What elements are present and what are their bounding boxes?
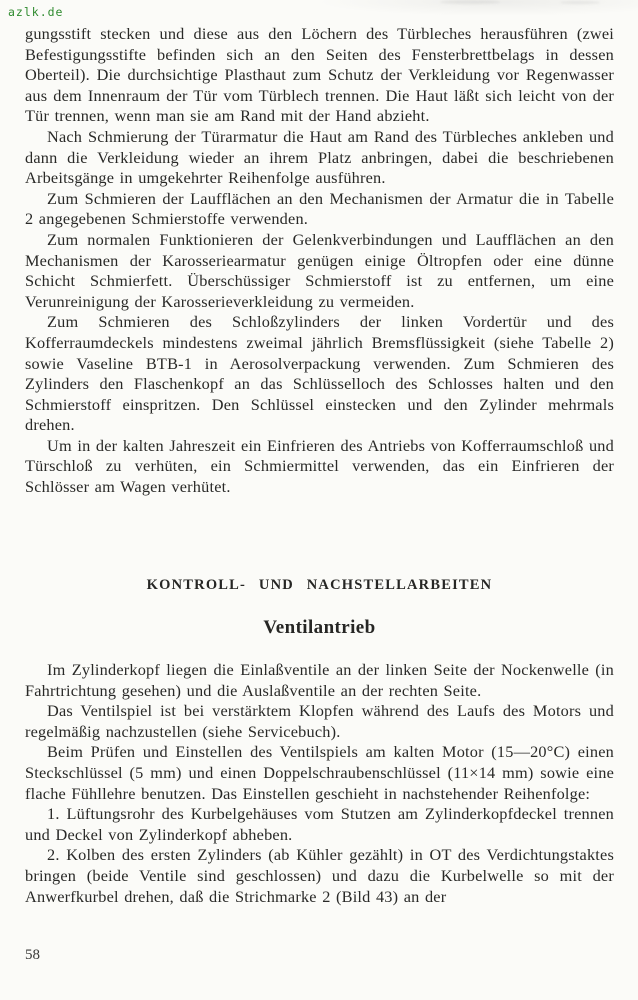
paragraph: Um in der kalten Jahreszeit ein Einfrieren des Antriebs von Kofferraumschloß und Türschloß zu verhüten, ein Schmiermittel verwenden, das ein Einfrieren der Schlösser am Wagen verhütet. — [25, 435, 614, 497]
scan-artifact — [560, 1, 600, 4]
body-text-lower — [25, 660, 614, 907]
body-text-upper — [25, 24, 614, 498]
scan-artifact — [440, 0, 500, 4]
paragraph: Zum Schmieren der Laufflächen an den Mechanismen der Armatur die in Tabelle 2 angegebenen Schmierstoffe verwenden. — [25, 188, 614, 229]
section-heading: KONTROLL- UND NACHSTELLARBEITEN — [146, 577, 493, 593]
page-number: 58 — [25, 947, 40, 963]
paragraph: Zum Schmieren des Schloßzylinders der linken Vordertür und des Kofferraumdeckels mindestens zweimal jährlich Bremsflüssigkeit (siehe Tabelle 2) sowie Vaseline BTB-1 in Aerosolverpackung verwenden. Zum Schmieren des Zylinders den Flaschenkopf an das Schlüsselloch des Schlosses halten und den Schmierstoff einspritzen. Den Schlüssel einstecken und den Zylinder mehrmals drehen. — [25, 312, 614, 435]
paragraph: Nach Schmierung der Türarmatur die Haut am Rand des Türbleches ankleben und dann die Verkleidung wieder an ihrem Platz anbringen, dabei die beschriebenen Arbeitsgänge in umgekehrter Reihenfolge ausführen. — [25, 126, 614, 188]
paragraph: gungsstift stecken und diese aus den Löchern des Türbleches herausführen (zwei Befestigungsstifte befinden sich an den Seiten des Fensterbrettbelags in dessen Oberteil). Die durchsichtige Plasthaut zum Schutz der Verkleidung vor Regenwasser aus dem Innenraum der Tür vom Türblech trennen. Die Haut läßt sich leicht von der Tür trennen, wenn man sie am Rand mit der Hand abzieht. — [25, 24, 614, 126]
watermark-url: azlk.de — [8, 5, 64, 19]
paragraph: 2. Kolben des ersten Zylinders (ab Kühler gezählt) in OT des Verdichtungstaktes bringen (beide Ventile sind geschlossen) und dazu die Kurbelwelle so mit der Anwerfkurbel drehen, daß die Strichmarke 2 (Bild 43) an der — [25, 845, 614, 906]
paragraph: Im Zylinderkopf liegen die Einlaßventile an der linken Seite der Nockenwelle (in Fahrtrichtung gesehen) und die Auslaßventile an der rechten Seite. — [25, 660, 614, 700]
paragraph: Das Ventilspiel ist bei verstärktem Klopfen während des Laufs des Motors und regelmäßig nachzustellen (siehe Servicebuch). — [25, 701, 614, 741]
subsection-heading: Ventilantrieb — [263, 617, 376, 638]
paragraph: 1. Lüftungsrohr des Kurbelgehäuses vom Stutzen am Zylinderkopfdeckel trennen und Deckel von Zylinderkopf abheben. — [25, 804, 614, 844]
paragraph: Zum normalen Funktionieren der Gelenkverbindungen und Laufflächen an den Mechanismen der Karosseriearmatur genügen einige Öltropfen oder eine dünne Schicht Schmierfett. Überschüssiger Schmierstoff ist zu entfernen, um eine Verunreinigung der Karosserieverkleidung zu vermeiden. — [25, 229, 614, 311]
paragraph: Beim Prüfen und Einstellen des Ventilspiels am kalten Motor (15—20°C) einen Steckschlüssel (5 mm) und einen Doppelschraubenschlüssel (11×14 mm) sowie eine flache Fühllehre benutzen. Das Einstellen geschieht in nachstehender Reihenfolge: — [25, 742, 614, 803]
